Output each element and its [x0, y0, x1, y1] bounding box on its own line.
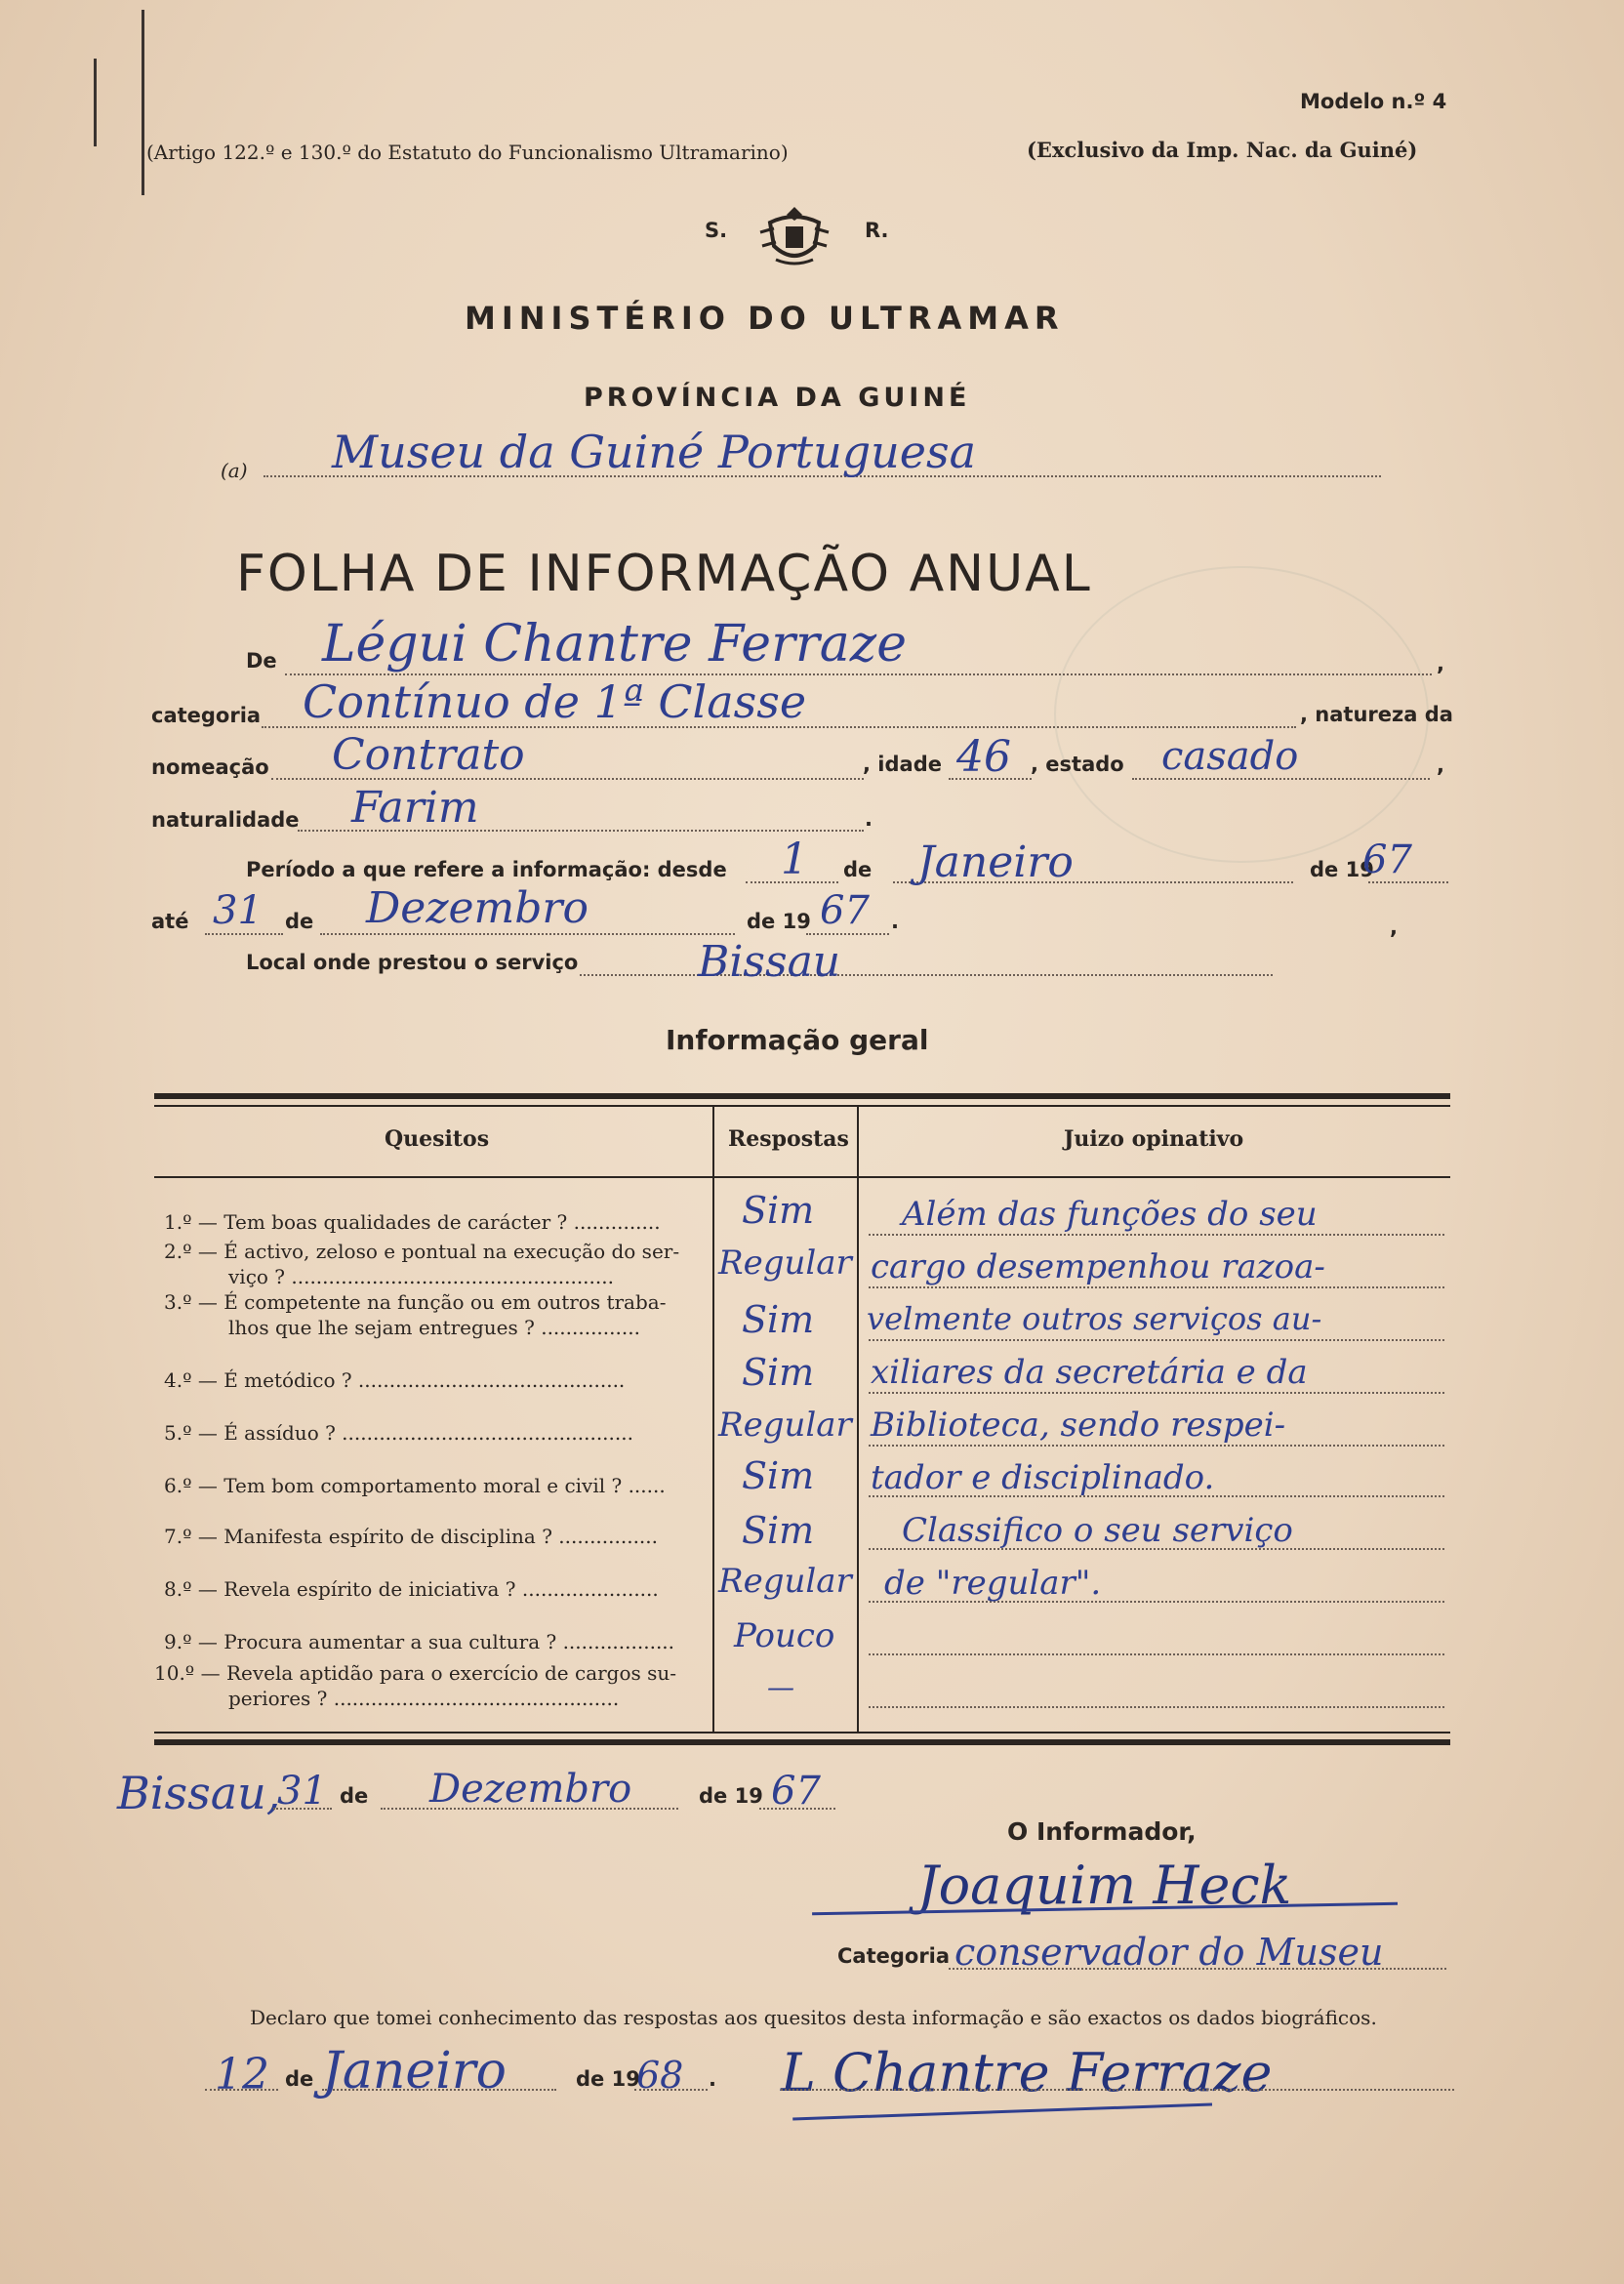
- ate-de19: de 19: [747, 910, 811, 933]
- juizo-rule-10: [869, 1706, 1444, 1708]
- decl-signature-line: [781, 2089, 1454, 2091]
- categoria-footer-value: conservador do Museu: [954, 1931, 1384, 1974]
- juizo-line-8: de "regular".: [884, 1564, 1102, 1603]
- juizo-rule-9: [869, 1653, 1444, 1655]
- desde-ano: 67: [1362, 837, 1412, 882]
- question-7: 7.º — Manifesta espírito de disciplina ? ................: [164, 1525, 659, 1548]
- answer-2: Regular: [718, 1244, 852, 1283]
- decl-signature: L Chantre Ferraze: [781, 2042, 1273, 2103]
- desde-de19: de 19: [1310, 858, 1374, 881]
- col-divider-2: [857, 1105, 859, 1732]
- question-10-cont: periores ? ..............................................: [228, 1687, 620, 1710]
- decl-de: de: [285, 2067, 314, 2091]
- local-value: Bissau: [698, 937, 841, 987]
- answer-6: Sim: [742, 1454, 815, 1497]
- table-top-rule-thin: [154, 1105, 1450, 1107]
- left-margin-mark-2: [142, 10, 144, 195]
- ate-dia-line: [205, 933, 283, 935]
- question-5: 5.º — É assíduo ? ...............................................: [164, 1421, 633, 1445]
- question-4: 4.º — É metódico ? ...........................................: [164, 1368, 626, 1392]
- col-header-respostas: Respostas: [728, 1126, 849, 1152]
- estado-label: , estado: [1031, 753, 1124, 776]
- desde-mes: Janeiro: [917, 837, 1074, 887]
- natureza-label: , natureza da: [1300, 703, 1453, 726]
- decl-de19: de 19: [576, 2067, 640, 2091]
- table-top-rule: [154, 1093, 1450, 1099]
- ate-dot: .: [891, 910, 899, 933]
- idade-label: , idade: [863, 753, 942, 776]
- estado-comma: ,: [1437, 754, 1444, 777]
- answer-10: —: [767, 1671, 794, 1703]
- juizo-line-2: cargo desempenhou razoa-: [871, 1247, 1325, 1286]
- question-3: 3.º — É competente na função ou em outros traba-: [164, 1290, 667, 1314]
- province-title: PROVÍNCIA DA GUINÉ: [584, 383, 971, 413]
- table-bottom-rule-thick: [154, 1739, 1450, 1745]
- juizo-rule-5: [869, 1445, 1444, 1447]
- desde-de: de: [843, 858, 873, 881]
- answer-7: Sim: [742, 1509, 815, 1552]
- left-margin-mark: [94, 59, 97, 146]
- de-label: De: [246, 649, 277, 673]
- footer-month: Dezembro: [429, 1767, 632, 1812]
- answer-9: Pouco: [734, 1616, 835, 1655]
- footer-day: 31: [277, 1769, 327, 1814]
- juizo-rule-4: [869, 1392, 1444, 1394]
- answer-4: Sim: [742, 1351, 815, 1394]
- juizo-line-1: Além das funções do seu: [902, 1195, 1318, 1234]
- question-2: 2.º — É activo, zeloso e pontual na execução do ser-: [164, 1240, 680, 1263]
- juizo-rule-1: [869, 1234, 1444, 1236]
- decl-dot: .: [709, 2067, 716, 2091]
- categoria-label: categoria: [151, 704, 262, 727]
- decl-month: Janeiro: [322, 2042, 507, 2100]
- decl-day: 12: [215, 2050, 269, 2100]
- question-6: 6.º — Tem bom comportamento moral e civil ? ......: [164, 1474, 666, 1497]
- col-header-quesitos: Quesitos: [385, 1126, 490, 1152]
- name-comma: ,: [1437, 652, 1444, 675]
- local-line: [580, 974, 1273, 976]
- categoria-footer-label: Categoria: [837, 1944, 951, 1968]
- table-bottom-rule: [154, 1732, 1450, 1733]
- col-header-juizo: Juizo opinativo: [1064, 1126, 1244, 1152]
- footer-place: Bissau,: [117, 1767, 281, 1819]
- ate-mes-line: [320, 933, 735, 935]
- informador-signature: Joaquim Heck: [917, 1855, 1292, 1916]
- footer-year: 67: [771, 1769, 821, 1814]
- declaration-text: Declaro que tomei conhecimento das respostas aos quesitos desta informação e são exactos os dados biográficos.: [250, 2006, 1377, 2029]
- naturalidade-value: Farim: [351, 783, 479, 833]
- answer-3: Sim: [742, 1298, 815, 1341]
- question-1: 1.º — Tem boas qualidades de carácter ? ..............: [164, 1210, 661, 1234]
- form-title: FOLHA DE INFORMAÇÃO ANUAL: [236, 545, 1092, 603]
- exclusivo-note: (Exclusivo da Imp. Nac. da Guiné): [1027, 138, 1418, 162]
- juizo-line-4: xiliares da secretária e da: [871, 1353, 1308, 1392]
- question-9: 9.º — Procura aumentar a sua cultura ? ..................: [164, 1630, 675, 1653]
- sr-left: S.: [705, 219, 728, 242]
- juizo-line-6: tador e disciplinado.: [871, 1458, 1215, 1497]
- artigo-reference: (Artigo 122.º e 130.º do Estatuto do Funcionalismo Ultramarino): [146, 141, 789, 164]
- ministry-title: MINISTÉRIO DO ULTRAMAR: [465, 300, 1065, 337]
- informador-label: O Informador,: [1007, 1817, 1197, 1846]
- ate-dia: 31: [213, 888, 263, 933]
- categoria-value: Contínuo de 1ª Classe: [303, 675, 807, 728]
- informacao-heading: Informação geral: [666, 1024, 929, 1056]
- periodo-label: Período a que refere a informação: desde: [246, 858, 727, 881]
- modelo-number: Modelo n.º 4: [1300, 90, 1447, 113]
- estado-value: casado: [1161, 734, 1299, 779]
- answer-8: Regular: [718, 1562, 852, 1601]
- ate-comma: ,: [1390, 916, 1398, 939]
- question-2-cont: viço ? ....................................................: [228, 1265, 614, 1288]
- naturalidade-dot: .: [865, 807, 873, 831]
- nomeacao-label: nomeação: [151, 755, 269, 779]
- juizo-rule-2: [869, 1286, 1444, 1288]
- a-marker: (a): [221, 459, 248, 482]
- naturalidade-label: naturalidade: [151, 808, 300, 832]
- local-label: Local onde prestou o serviço: [246, 951, 579, 974]
- juizo-rule-3: [869, 1339, 1444, 1341]
- ate-ano-line: [806, 933, 889, 935]
- col-divider-1: [712, 1105, 714, 1732]
- decl-year: 68: [636, 2054, 684, 2097]
- answer-1: Sim: [742, 1189, 815, 1232]
- ate-mes: Dezembro: [366, 883, 589, 933]
- table-header-rule: [154, 1176, 1450, 1178]
- footer-de19: de 19: [699, 1784, 763, 1808]
- question-8: 8.º — Revela espírito de iniciativa ? ......................: [164, 1577, 659, 1601]
- answer-5: Regular: [718, 1406, 852, 1445]
- desde-dia: 1: [781, 835, 808, 884]
- juizo-line-7: Classifico o seu serviço: [902, 1511, 1293, 1550]
- juizo-line-3: velmente outros serviços au-: [867, 1300, 1322, 1337]
- ate-de: de: [285, 910, 314, 933]
- footer-de: de: [340, 1784, 369, 1808]
- employee-name: Légui Chantre Ferraze: [322, 615, 907, 673]
- juizo-line-5: Biblioteca, sendo respei-: [871, 1406, 1286, 1445]
- ate-label: até: [151, 910, 189, 933]
- question-3-cont: lhos que lhe sejam entregues ? ................: [228, 1316, 640, 1339]
- idade-value: 46: [956, 732, 1011, 782]
- ate-ano: 67: [820, 888, 870, 933]
- coat-of-arms-icon: [756, 203, 832, 269]
- sr-right: R.: [865, 219, 889, 242]
- museum-name: Museu da Guiné Portuguesa: [332, 426, 977, 478]
- question-10: 10.º — Revela aptidão para o exercício de cargos su-: [154, 1661, 677, 1685]
- nomeacao-value: Contrato: [332, 730, 525, 780]
